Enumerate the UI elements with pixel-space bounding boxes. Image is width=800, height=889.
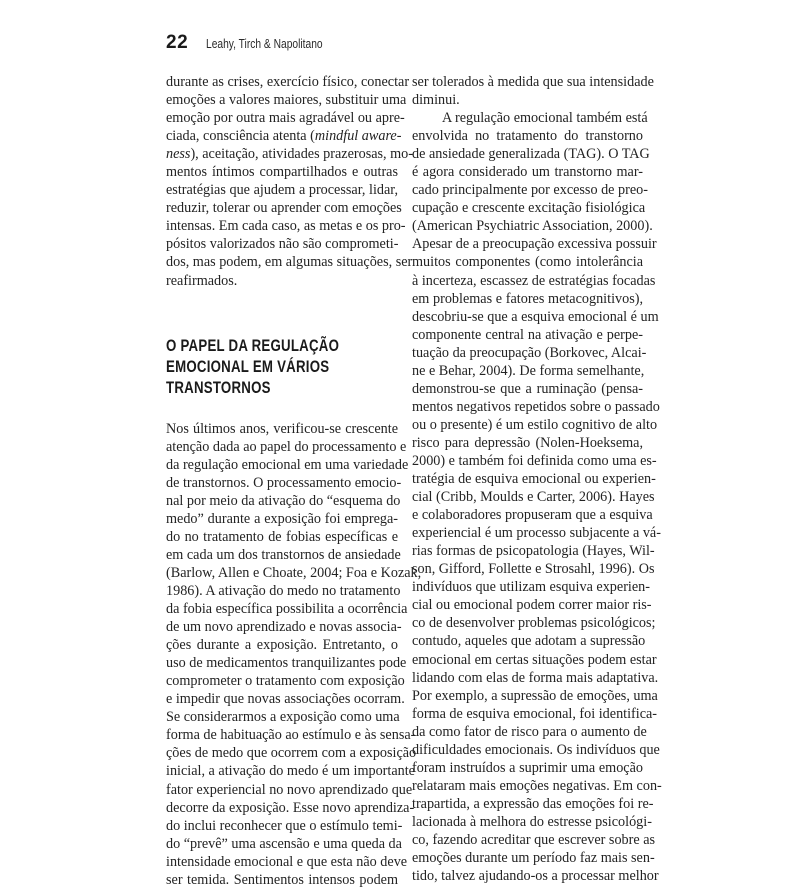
text-line: de um novo aprendizado e novas associa- [166,619,402,636]
text-line: 2000) e também foi definida como uma es- [412,452,657,469]
text-line: componente central na ativação e perpe- [412,326,643,343]
text-line: ser tolerados à medida que sua intensidade [412,74,654,90]
text-line: cado principalmente por excesso de preo- [412,182,648,199]
text-line: forma de esquiva emocional, foi identifica- [412,705,658,722]
text-line: dificuldades emocionais. Os indivíduos que [412,741,660,758]
text-line [166,127,402,145]
page-header [166,32,348,56]
text-line: son, Gifford, Follette e Strosahl, 1996). Os [412,561,655,578]
text-line: de ansiedade generalizada (TAG). O TAG [412,146,650,163]
text-line: emocional em certas situações podem estar [412,651,657,668]
text-line [166,145,413,163]
text-line: Por exemplo, a supressão de emoções, uma [412,687,658,704]
text-line: da como fator de risco para o aumento de [412,723,647,740]
text-line: Se considerarmos a exposição como uma [166,709,400,726]
left-column [166,73,422,889]
text-line: ções de medo que ocorrem com a exposição [166,745,417,762]
text-line: cial (Cribb, Moulds e Carter, 2006). Hayes [412,489,655,506]
text-line: ne e Behar, 2004). De forma semelhante, [412,362,645,379]
heading-line: O PAPEL DA REGULAÇÃO [166,335,340,355]
text-line: relataram mais emoções negativas. Em con- [412,777,662,794]
text-line: atenção dada ao papel do processamento e [166,438,407,455]
text-line: forma de habituação ao estímulo e às sensa- [166,727,416,744]
text-line: demonstrou-se que a ruminação (pensa- [412,380,643,397]
text-line: e colaboradores propuseram que a esquiva [412,507,653,524]
text-line: fator experiencial no novo aprendizado que [166,781,413,798]
text-line: tuação da preocupação (Borkovec, Alcai- [412,344,647,361]
text-line: envolvida no tratamento do transtorno [412,128,643,145]
text-line: e impedir que novas associações ocorram. [166,691,405,708]
text-line: em cada um dos transtornos de ansiedade [166,546,401,563]
text-line: reafirmados. [166,272,238,289]
text-line: mentos íntimos compartilhados e outras [166,164,398,181]
text-line: decorre da exposição. Esse novo aprendiza- [166,799,415,816]
text-line: co, fazendo acreditar que escrever sobre as [412,831,656,848]
text-line: muitos componentes (como intolerância [412,254,643,271]
text-line: mentos negativos repetidos sobre o passado [412,398,660,415]
text-line: risco para depressão (Nolen-Hoeksema, [412,434,643,451]
text-line: da fobia específica possibilita a ocorrência [166,601,408,618]
text-line: do inclui reconhecer que o estímulo temi- [166,817,403,834]
text-line: ser temida. Sentimentos intensos podem [166,871,398,888]
text-line: uso de medicamentos tranquilizantes pode [166,655,407,672]
text-line: do “prevê” uma ascensão e uma queda da [166,835,402,852]
text-line: contudo, aqueles que adotam a supressão [412,633,646,650]
text-line: intensas. Em cada caso, as metas e os pro- [166,218,406,235]
text-line: emoções durante um período faz mais sen- [412,850,655,867]
paragraph-continuation [166,73,413,290]
text-line: pósitos valorizados não são comprometi- [166,236,399,253]
text-line: co de desenvolver problemas psicológicos; [412,615,656,632]
running-head-authors: Leahy, Tirch & Napolitano [206,37,323,51]
text-line: comprometer o tratamento com exposição [166,673,405,690]
text-line: intensidade emocional e que esta não deve [166,853,408,870]
text-line: Nos últimos anos, verificou-se crescente [166,420,398,437]
text-line: ou o presente) é um estilo cognitivo de alto [412,416,658,433]
text-line: dos, mas podem, em algumas situações, ser [166,254,413,271]
text-line: indivíduos que utilizam esquiva experien- [412,579,650,596]
text-line: tido, talvez ajudando-os a processar melhor [412,868,659,885]
text-line: 1986). A ativação do medo no tratamento [166,582,401,599]
heading-line: EMOCIONAL EM VÁRIOS [166,356,330,376]
page-number: 22 [166,32,189,53]
text-line: descobriu-se que a esquiva emocional é um [412,308,659,325]
text-line: (American Psychiatric Association, 2000). [412,218,653,235]
heading-line: TRANSTORNOS [166,377,271,397]
italic-term: mindful aware- [314,128,402,145]
text-line: do no tratamento de fobias específicas e [166,528,398,545]
text-line: lacionada à melhora do estresse psicológi- [412,813,652,830]
text-line: tratégia de esquiva emocional ou experien- [412,471,656,488]
text-line: diminui. [412,92,460,109]
section-heading [166,335,398,401]
text-segment: ciada, consciência atenta ( [166,128,315,145]
text-line: (Barlow, Allen e Choate, 2004; Foa e Kozak, [166,564,422,581]
text-line: nal por meio da ativação do “esquema do [166,492,401,509]
text-line: cial ou emocional podem correr maior ris- [412,597,652,614]
text-line: estratégias que ajudem a processar, lidar, [166,182,398,199]
text-line: trapartida, a expressão das emoções foi re- [412,795,654,812]
text-line: de transtornos. O processamento emocio- [166,474,402,491]
text-line: medo” durante a exposição foi emprega- [166,510,398,527]
text-line: cupação e crescente excitação fisiológica [412,200,646,217]
text-line: é agora considerado um transtorno mar- [412,164,643,181]
text-line: experiencial é um processo subjacente a vá- [412,525,661,542]
paragraph-body [412,109,662,885]
text-line: da regulação emocional em uma variedade [166,456,409,473]
text-line: em problemas e fatores metacognitivos), [412,290,643,307]
text-line: foram instruídos a suprimir uma emoção [412,759,643,776]
text-line: emoção por outra mais agradável ou apre- [166,110,405,127]
text-line: inicial, a ativação do medo é um importante [166,763,415,780]
text-line: A regulação emocional também está [442,110,648,127]
text-line: à incerteza, escassez de estratégias focadas [412,272,656,289]
italic-term: ness [166,146,191,163]
paragraph-body [166,420,422,889]
right-column [412,73,662,885]
paragraph-continuation [412,73,654,109]
text-line: lidando com elas de forma mais adaptativa. [412,669,659,686]
text-segment: ), aceitação, atividades prazerosas, mo- [190,146,413,163]
text-line: durante as crises, exercício físico, conectar [166,74,410,90]
text-line: ções durante a exposição. Entretanto, o [166,637,398,654]
text-line: reduzir, tolerar ou aprender com emoções [166,200,402,217]
text-line: rias formas de psicopatologia (Hayes, Wil- [412,543,655,560]
text-line: Apesar de a preocupação excessiva possuir [412,236,657,253]
text-line: emoções a valores maiores, substituir uma [166,92,407,109]
